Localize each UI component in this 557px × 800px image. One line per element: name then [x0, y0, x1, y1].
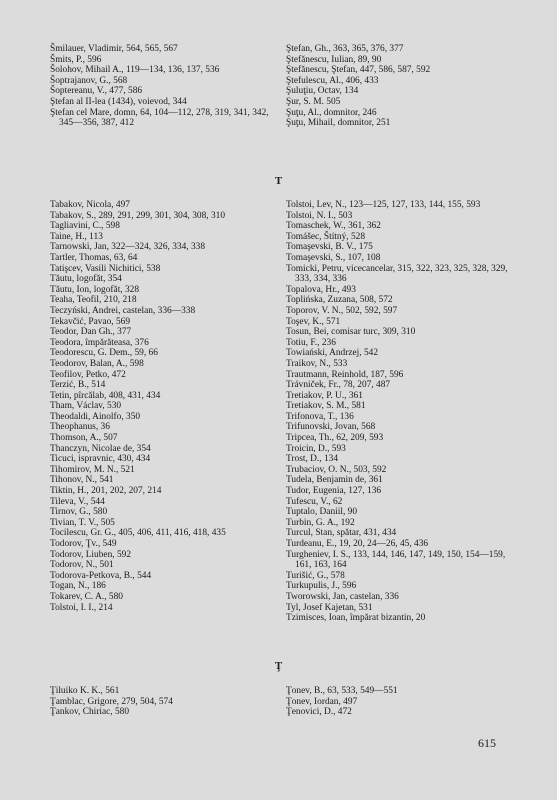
index-entry: Šoptereanu, V., 477, 586	[50, 86, 143, 97]
index-entry: Tomaşevski, S., 107, 108	[286, 252, 381, 263]
index-entry: Tolstoi, Lev, N., 123—125, 127, 133, 144, 155, 593	[286, 200, 481, 210]
index-entry: Todorov, N., 501	[50, 560, 114, 571]
index-entry: Ştefan, Gh., 363, 365, 376, 377	[286, 44, 404, 54]
index-entry: Tufescu, V., 62	[286, 496, 343, 507]
index-entry: Taine, H., 113	[50, 231, 103, 242]
index-entry: Ştefănescu, Ştefan, 447, 586, 587, 592	[286, 65, 431, 76]
index-entry: Tekavčić, Pavao, 569	[50, 316, 131, 327]
index-entry: Tăutu, logofăt, 354	[50, 274, 122, 285]
section-letter-t: T	[274, 175, 283, 187]
index-entry: Todorova-Petkova, B., 544	[50, 570, 152, 581]
section-letter-t-comma: Ţ	[274, 660, 283, 672]
index-entry: Şuţu, Mihail, domnitor, 251	[286, 118, 391, 129]
index-entry: Ţankov, Chiriac, 580	[50, 707, 130, 718]
index-entry: Tzimisces, Ioan, împărat bizantin, 20	[286, 613, 426, 624]
index-entry: Thomson, A., 507	[50, 433, 118, 444]
index-entry: Toporov, V. N., 502, 592, 597	[286, 305, 398, 316]
index-entry: Tomaşevski, B. V., 175	[286, 242, 373, 253]
index-entry: Šmilauer, Vladimir, 564, 565, 567	[50, 44, 178, 54]
index-entry: Toplińska, Zuzana, 508, 572	[286, 295, 393, 306]
index-entry: Tocilescu, Gr. G., 405, 406, 411, 416, 418, 435	[50, 528, 226, 539]
index-entry: Tomášec, Štítný, 528	[286, 231, 366, 242]
index-entry: Toşev, K., 571	[286, 316, 341, 327]
index-entry: Ţenovici, D., 472	[286, 707, 352, 718]
index-entry: Tyl, Josef Kajetan, 531	[286, 602, 373, 613]
index-entry: Turišić, G., 578	[286, 570, 345, 581]
index-entry: Tudor, Eugenia, 127, 136	[286, 486, 382, 497]
index-entry: Tworowski, Jan, castelan, 336	[286, 591, 399, 602]
index-entry: Trautmann, Reinhold, 187, 596	[286, 369, 404, 380]
index-entry: Trávniček, Fr., 78, 207, 487	[286, 380, 391, 391]
index-entry: Teczyński, Andrei, castelan, 336—338	[50, 305, 196, 316]
index-entry: Tihomirov, M. N., 521	[50, 464, 135, 475]
page-number: 615	[478, 736, 496, 750]
index-entry: Todorov, Liuben, 592	[50, 549, 132, 560]
index-entry: Totiu, F., 236	[286, 337, 336, 348]
index-entry: Tretiakov, P. U., 361	[286, 390, 363, 401]
index-entry: Šolohov, Mihail A., 119—134, 136, 137, 536	[50, 65, 220, 76]
index-entry: Turbin, G. A., 192	[286, 517, 355, 528]
index-entry: Turgheniev, I. S., 133, 144, 146, 147, 149, 150, 154—159, 161, 163, 164	[286, 549, 506, 571]
index-entry: Tolstoi, N. I., 503	[286, 210, 353, 221]
index-entry: Ţiluiko K. K., 561	[50, 686, 120, 696]
index-entry: Tosun, Bei, comisar turc, 309, 310	[286, 327, 416, 338]
t-section-right-column	[286, 200, 516, 624]
index-entry: Theodaldi, Ainolfo, 350	[50, 411, 141, 422]
index-entry: Terzić, B., 514	[50, 380, 106, 391]
index-entry: Trifunovski, Jovan, 568	[286, 422, 376, 433]
index-entry: Tudela, Benjamin de, 361	[286, 475, 383, 486]
index-entry: Tagliavini, C., 598	[50, 221, 120, 232]
index-entry: Tartler, Thomas, 63, 64	[50, 252, 138, 263]
index-entry: Trost, D., 134	[286, 454, 339, 465]
index-entry: Şuţu, Al., domnitor, 246	[286, 107, 377, 118]
index-entry: Tomicki, Petru, vicecancelar, 315, 322, 323, 325, 328, 329, 333, 334, 336	[286, 263, 508, 285]
index-entry: Troicin, D., 593	[286, 443, 346, 454]
index-entry: Tetin, pîrcălab, 408, 431, 434	[50, 390, 161, 401]
index-entry: Towiański, Andrzej, 542	[286, 348, 379, 359]
index-entry: Šoptrajanov, G., 568	[50, 75, 128, 86]
index-entry: Şur, S. M. 505	[286, 96, 341, 107]
index-entry: Tolstoi, I. I., 214	[50, 602, 113, 613]
index-entry: Ticuci, ispravnic, 430, 434	[50, 454, 151, 465]
t-comma-section-right-column	[286, 686, 516, 718]
index-entry: Šmits, P., 596	[50, 54, 102, 65]
index-entry: Şuluţiu, Octav, 134	[286, 86, 359, 97]
index-entry: Turdeanu, E., 19, 20, 24—26, 45, 436	[286, 539, 429, 549]
index-entry: Ţonev, Iordan, 497	[286, 696, 358, 707]
index-entry: Trubaciov, O. N., 503, 592	[286, 464, 387, 475]
index-entry: Tabakov, Nicola, 497	[50, 200, 130, 210]
index-entry: Ştefulescu, Al., 406, 433	[286, 75, 379, 86]
index-entry: Teodor, Dan Gh., 377	[50, 327, 132, 338]
index-entry: Tivian, T. V., 505	[50, 517, 115, 528]
index-entry: Tihonov, N., 541	[50, 475, 114, 486]
index-entry: Ştefan cel Mare, domn, 64, 104—112, 278, 319, 341, 342, 345—356, 387, 412	[50, 107, 269, 129]
index-entry: Tabakov, S., 289, 291, 299, 301, 304, 308, 310	[50, 210, 226, 221]
index-entry: Tatişcev, Vasili Nichitici, 538	[50, 263, 161, 274]
s-section-right-column	[286, 44, 516, 129]
index-entry: Teodorov, Balan, A., 598	[50, 358, 144, 369]
index-entry: Tham, Václav, 530	[50, 401, 122, 412]
index-entry: Ştefan al II-lea (1434), voievod, 344	[50, 96, 187, 107]
index-entry: Tăutu, Ion, logofăt, 328	[50, 284, 140, 295]
index-entry: Traikov, N., 533	[286, 358, 348, 369]
index-entry: Tretiakov, S. M., 581	[286, 401, 366, 412]
index-entry: Thanczyn, Nicolae de, 354	[50, 443, 151, 454]
index-entry: Togan, N., 186	[50, 581, 106, 592]
index-entry: Tileva, V., 544	[50, 496, 105, 507]
index-entry: Turkupulis, J., 596	[286, 581, 357, 592]
index-entry: Teaha, Teofil, 210, 218	[50, 295, 137, 306]
index-entry: Todorov, Ţv., 549	[50, 539, 117, 549]
index-entry: Teofilov, Petko, 472	[50, 369, 126, 380]
t-comma-section-left-column	[50, 686, 272, 718]
t-section-left-column	[50, 200, 272, 613]
index-entry: Tiktin, H., 201, 202, 207, 214	[50, 486, 162, 497]
index-entry: Tarnowski, Jan, 322—324, 326, 334, 338	[50, 242, 206, 253]
index-entry: Tirnov, G., 580	[50, 507, 108, 518]
index-entry: Teodorescu, G. Dem., 59, 66	[50, 348, 158, 359]
index-entry: Tokarev, C. A., 580	[50, 591, 123, 602]
index-entry: Tuptalo, Daniil, 90	[286, 507, 358, 518]
index-entry: Turcul, Stan, spătar, 431, 434	[286, 528, 397, 539]
s-section-left-column	[50, 44, 270, 129]
index-entry: Teodora, împărăteasa, 376	[50, 337, 149, 348]
index-entry: Theophanus, 36	[50, 422, 110, 433]
index-entry: Ţamblac, Grigore, 279, 504, 574	[50, 696, 173, 707]
index-entry: Topalova, Hr., 493	[286, 284, 356, 295]
index-entry: Tripcea, Th., 62, 209, 593	[286, 433, 384, 444]
index-entry: Ţonev, B., 63, 533, 549—551	[286, 686, 398, 696]
index-entry: Ştefănescu, Iulian, 89, 90	[286, 54, 382, 65]
index-entry: Trifonova, T., 136	[286, 411, 354, 422]
index-entry: Tomaschek, W., 361, 362	[286, 221, 381, 232]
